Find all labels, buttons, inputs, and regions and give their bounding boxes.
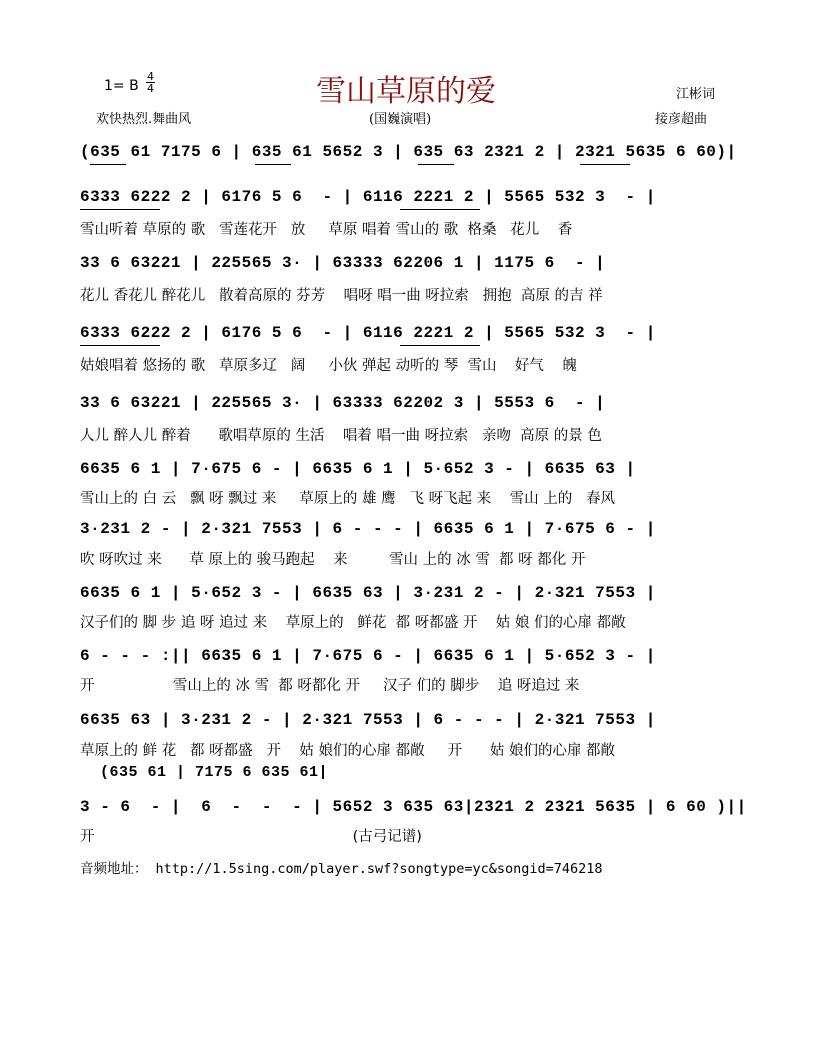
time-signature-top: 4 [147, 70, 154, 83]
beam-underline [400, 345, 480, 346]
lyricist: 江彬词 [676, 87, 716, 102]
key-signature: 1= B [104, 78, 139, 94]
beam-underline [400, 209, 480, 210]
score-line-9: 6 - - - :|| 6635 6 1 | 7·675 6 - | 6635 6 1 | 5·652 3 - | [80, 647, 656, 665]
score-line-10: 6635 63 | 3·231 2 - | 2·321 7553 | 6 - - - | 2·321 7553 | [80, 711, 656, 729]
lyric-line-12: 开 (古弓记谱) [80, 829, 422, 845]
score-line-3: 33 6 63221 | 225565 3· | 63333 62206 1 | 1175 6 - | [80, 254, 606, 272]
audio-link-url[interactable]: http://1.5sing.com/player.swf?songtype=yc&songid=746218 [155, 861, 603, 877]
time-signature [146, 71, 155, 94]
singer: (国巍演唱) [369, 112, 432, 127]
style-marking: 欢快热烈.舞曲风 [96, 112, 192, 127]
beam-underline [80, 209, 160, 210]
audio-link-label: 音频地址： [80, 861, 148, 877]
score-line-2: 6333 6222 2 | 6176 5 6 - | 6116 2221 2 | 5565 532 3 - | [80, 188, 656, 206]
score-line-7: 3·231 2 - | 2·321 7553 | 6 - - - | 6635 6 1 | 7·675 6 - | [80, 520, 656, 538]
score-line-6: 6635 6 1 | 7·675 6 - | 6635 6 1 | 5·652 3 - | 6635 63 | [80, 460, 636, 478]
lyric-line-10: 草原上的 鲜 花 都 呀都盛 开 姑 娘们的心扉 都敞 开 姑 娘们的心扉 都敞 [80, 743, 616, 759]
lyric-line-9: 开 雪山上的 冰 雪 都 呀都化 开 汉子 们的 脚步 追 呀追过 来 [80, 678, 580, 694]
lyric-line-2: 雪山听着 草原的 歌 雪莲花开 放 草原 唱着 雪山的 歌 格桑 花儿 香 [80, 222, 573, 238]
score-line-11: (635 61 | 7175 6 635 61| [100, 764, 329, 781]
score-line-1: (635 61 7175 6 | 635 61 5652 3 | 635 63 2321 2 | 2321 5635 6 60)| [80, 143, 737, 161]
beam-underline [80, 345, 160, 346]
score-line-8: 6635 6 1 | 5·652 3 - | 6635 63 | 3·231 2 - | 2·321 7553 | [80, 584, 656, 602]
audio-link[interactable] [80, 857, 603, 877]
lyric-line-7: 吹 呀吹过 来 草 原上的 骏马跑起 来 雪山 上的 冰 雪 都 呀 都化 开 [80, 552, 586, 568]
beam-underline [418, 164, 454, 165]
lyric-line-8: 汉子们的 脚 步 追 呀 追过 来 草原上的 鲜花 都 呀都盛 开 姑 娘 们的心扉 都敞 [80, 615, 626, 631]
composer: 接彦超曲 [655, 112, 708, 127]
beam-underline [580, 164, 630, 165]
time-signature-bottom: 4 [147, 82, 154, 95]
score-line-12: 3 - 6 - | 6 - - - | 5652 3 635 63|2321 2 2321 5635 | 6 60 )|| [80, 798, 747, 816]
score-line-5: 33 6 63221 | 225565 3· | 63333 62202 3 | 5553 6 - | [80, 394, 606, 412]
beam-underline [90, 164, 126, 165]
beam-underline [255, 164, 291, 165]
lyric-line-4: 姑娘唱着 悠扬的 歌 草原多辽 阔 小伙 弹起 动听的 琴 雪山 好气 魄 [80, 358, 577, 374]
lyric-line-3: 花儿 香花儿 醉花儿 散着高原的 芬芳 唱呀 唱一曲 呀拉索 拥抱 高原 的吉 祥 [80, 288, 603, 304]
lyric-line-5: 人儿 醉人儿 醉着 歌唱草原的 生活 唱着 唱一曲 呀拉索 亲吻 高原 的景 色 [80, 428, 602, 444]
score-line-4: 6333 6222 2 | 6176 5 6 - | 6116 2221 2 | 5565 532 3 - | [80, 324, 656, 342]
song-title: 雪山草原的爱 [316, 74, 496, 109]
lyric-line-6: 雪山上的 白 云 飘 呀 飘过 来 草原上的 雄 鹰 飞 呀飞起 来 雪山 上的 春风 [80, 491, 616, 507]
